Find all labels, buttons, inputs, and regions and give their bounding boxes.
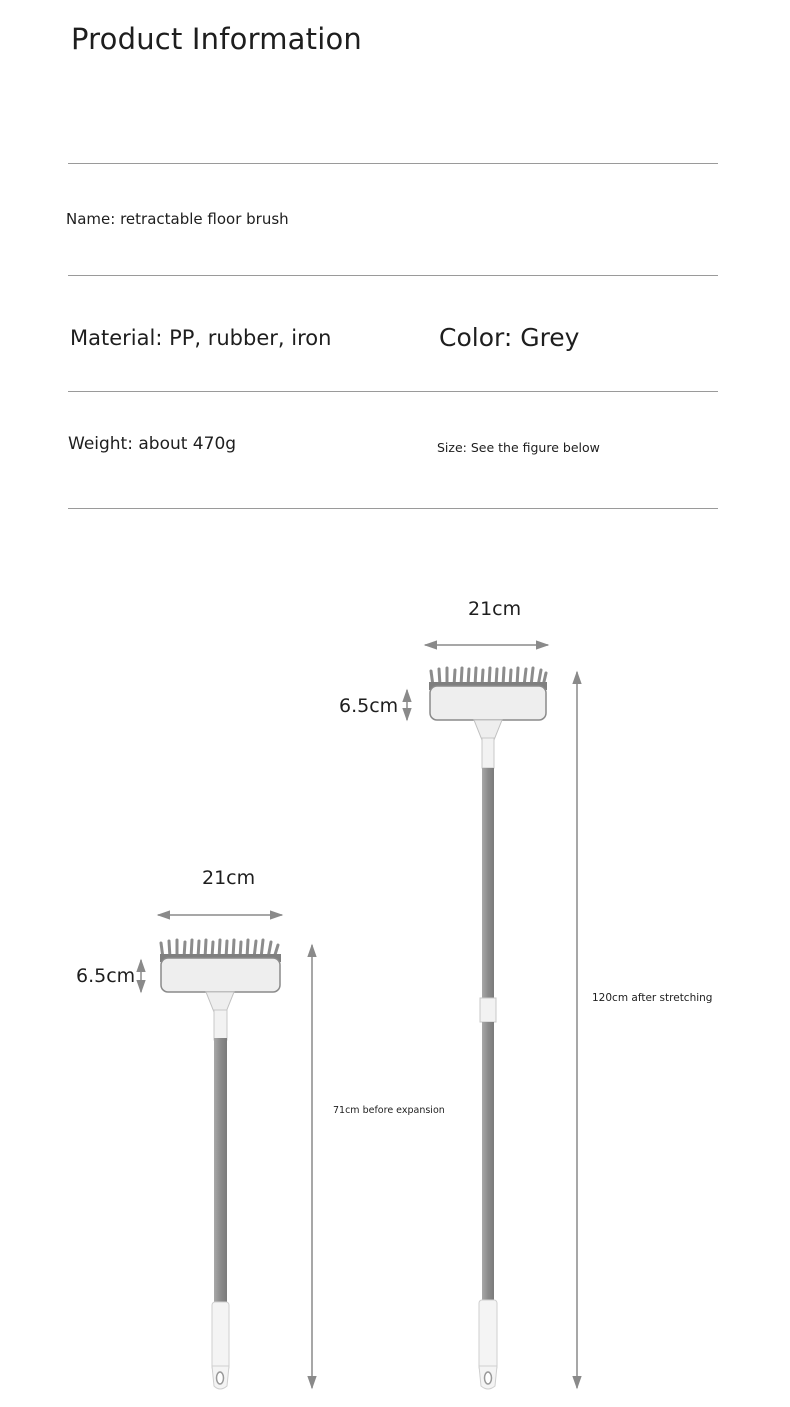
long-brush-grip: [479, 1300, 497, 1370]
spec-weight: Weight: about 470g: [68, 434, 237, 454]
short-brush: [160, 940, 281, 1389]
short-length-label: 71cm before expansion: [333, 1105, 445, 1116]
short-brush-joint: [214, 1010, 227, 1040]
long-head-height-label: 6.5cm: [339, 695, 399, 717]
spec-color: Color: Grey: [439, 323, 580, 352]
short-width-label: 21cm: [202, 867, 256, 889]
long-width-label: 21cm: [468, 598, 522, 620]
short-brush-pole: [214, 1038, 227, 1304]
page-title: Product Information: [71, 22, 362, 56]
long-brush: [429, 668, 547, 1389]
short-brush-neck: [206, 992, 234, 1012]
long-brush-pole-upper: [482, 768, 494, 1000]
long-brush-neck: [474, 720, 502, 740]
long-brush-head: [430, 686, 546, 720]
spec-name: Name: retractable floor brush: [66, 210, 289, 228]
short-brush-grip: [212, 1302, 229, 1370]
spec-material: Material: PP, rubber, iron: [70, 326, 332, 350]
hanging-hole-icon: [485, 1372, 492, 1384]
long-brush-pole-lower: [482, 1022, 494, 1302]
long-brush-telescopic-joint: [480, 998, 496, 1022]
short-brush-head: [161, 958, 280, 992]
long-brush-joint: [482, 738, 494, 768]
hanging-hole-icon: [217, 1372, 224, 1384]
spec-size: Size: See the figure below: [437, 440, 600, 455]
long-length-label: 120cm after stretching: [592, 992, 713, 1004]
short-head-height-label: 6.5cm: [76, 965, 136, 987]
